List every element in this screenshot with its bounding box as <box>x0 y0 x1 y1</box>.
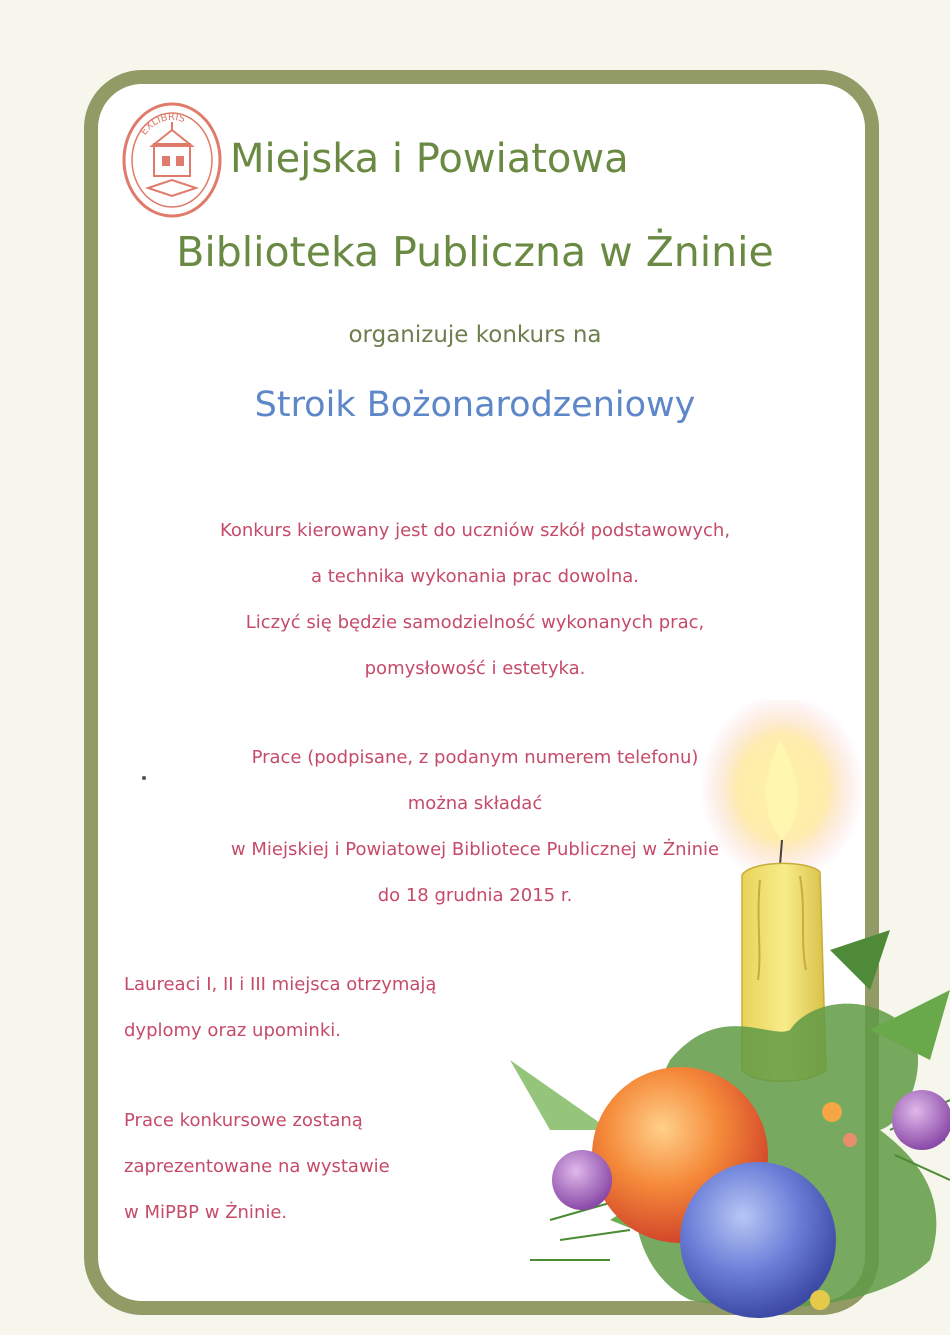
library-name-line1: Miejska i Powiatowa <box>230 136 629 182</box>
rules-line: a technika wykonania prac dowolna. <box>310 566 640 587</box>
stamp-text: EXLIBRIS <box>138 111 187 138</box>
intro-text: organizuje konkurs na <box>348 322 602 348</box>
submission-line: Prace (podpisane, z podanym numerem telefonu) <box>251 747 699 768</box>
prizes-paragraph <box>124 962 524 1054</box>
rules-paragraph <box>100 508 850 692</box>
library-exlibris-stamp <box>118 100 226 220</box>
rules-line: Liczyć się będzie samodzielność wykonanych prac, <box>245 612 705 633</box>
contest-title: Stroik Bożonarodzeniowy <box>254 385 696 425</box>
rules-line: Konkurs kierowany jest do uczniów szkół podstawowych, <box>219 520 731 541</box>
library-name-line2: Biblioteka Publiczna w Żninie <box>176 228 774 276</box>
submission-line: do 18 grudnia 2015 r. <box>377 885 573 906</box>
prizes-line: dyplomy oraz upominki. <box>124 1020 341 1041</box>
exhibition-line: w MiPBP w Żninie. <box>124 1202 288 1223</box>
exhibition-line: Prace konkursowe zostaną <box>124 1110 363 1131</box>
exhibition-line: zaprezentowane na wystawie <box>124 1156 390 1177</box>
submission-line: w Miejskiej i Powiatowej Bibliotece Publicznej w Żninie <box>230 839 720 860</box>
svg-text:EXLIBRIS <box>139 112 187 138</box>
exhibition-paragraph <box>124 1098 524 1236</box>
submission-line: można składać <box>407 793 543 814</box>
prizes-line: Laureaci I, II i III miejsca otrzymają <box>124 974 437 995</box>
scan-speck <box>142 776 146 780</box>
rules-line: pomysłowość i estetyka. <box>364 658 586 679</box>
christmas-candle-decoration <box>490 700 950 1335</box>
